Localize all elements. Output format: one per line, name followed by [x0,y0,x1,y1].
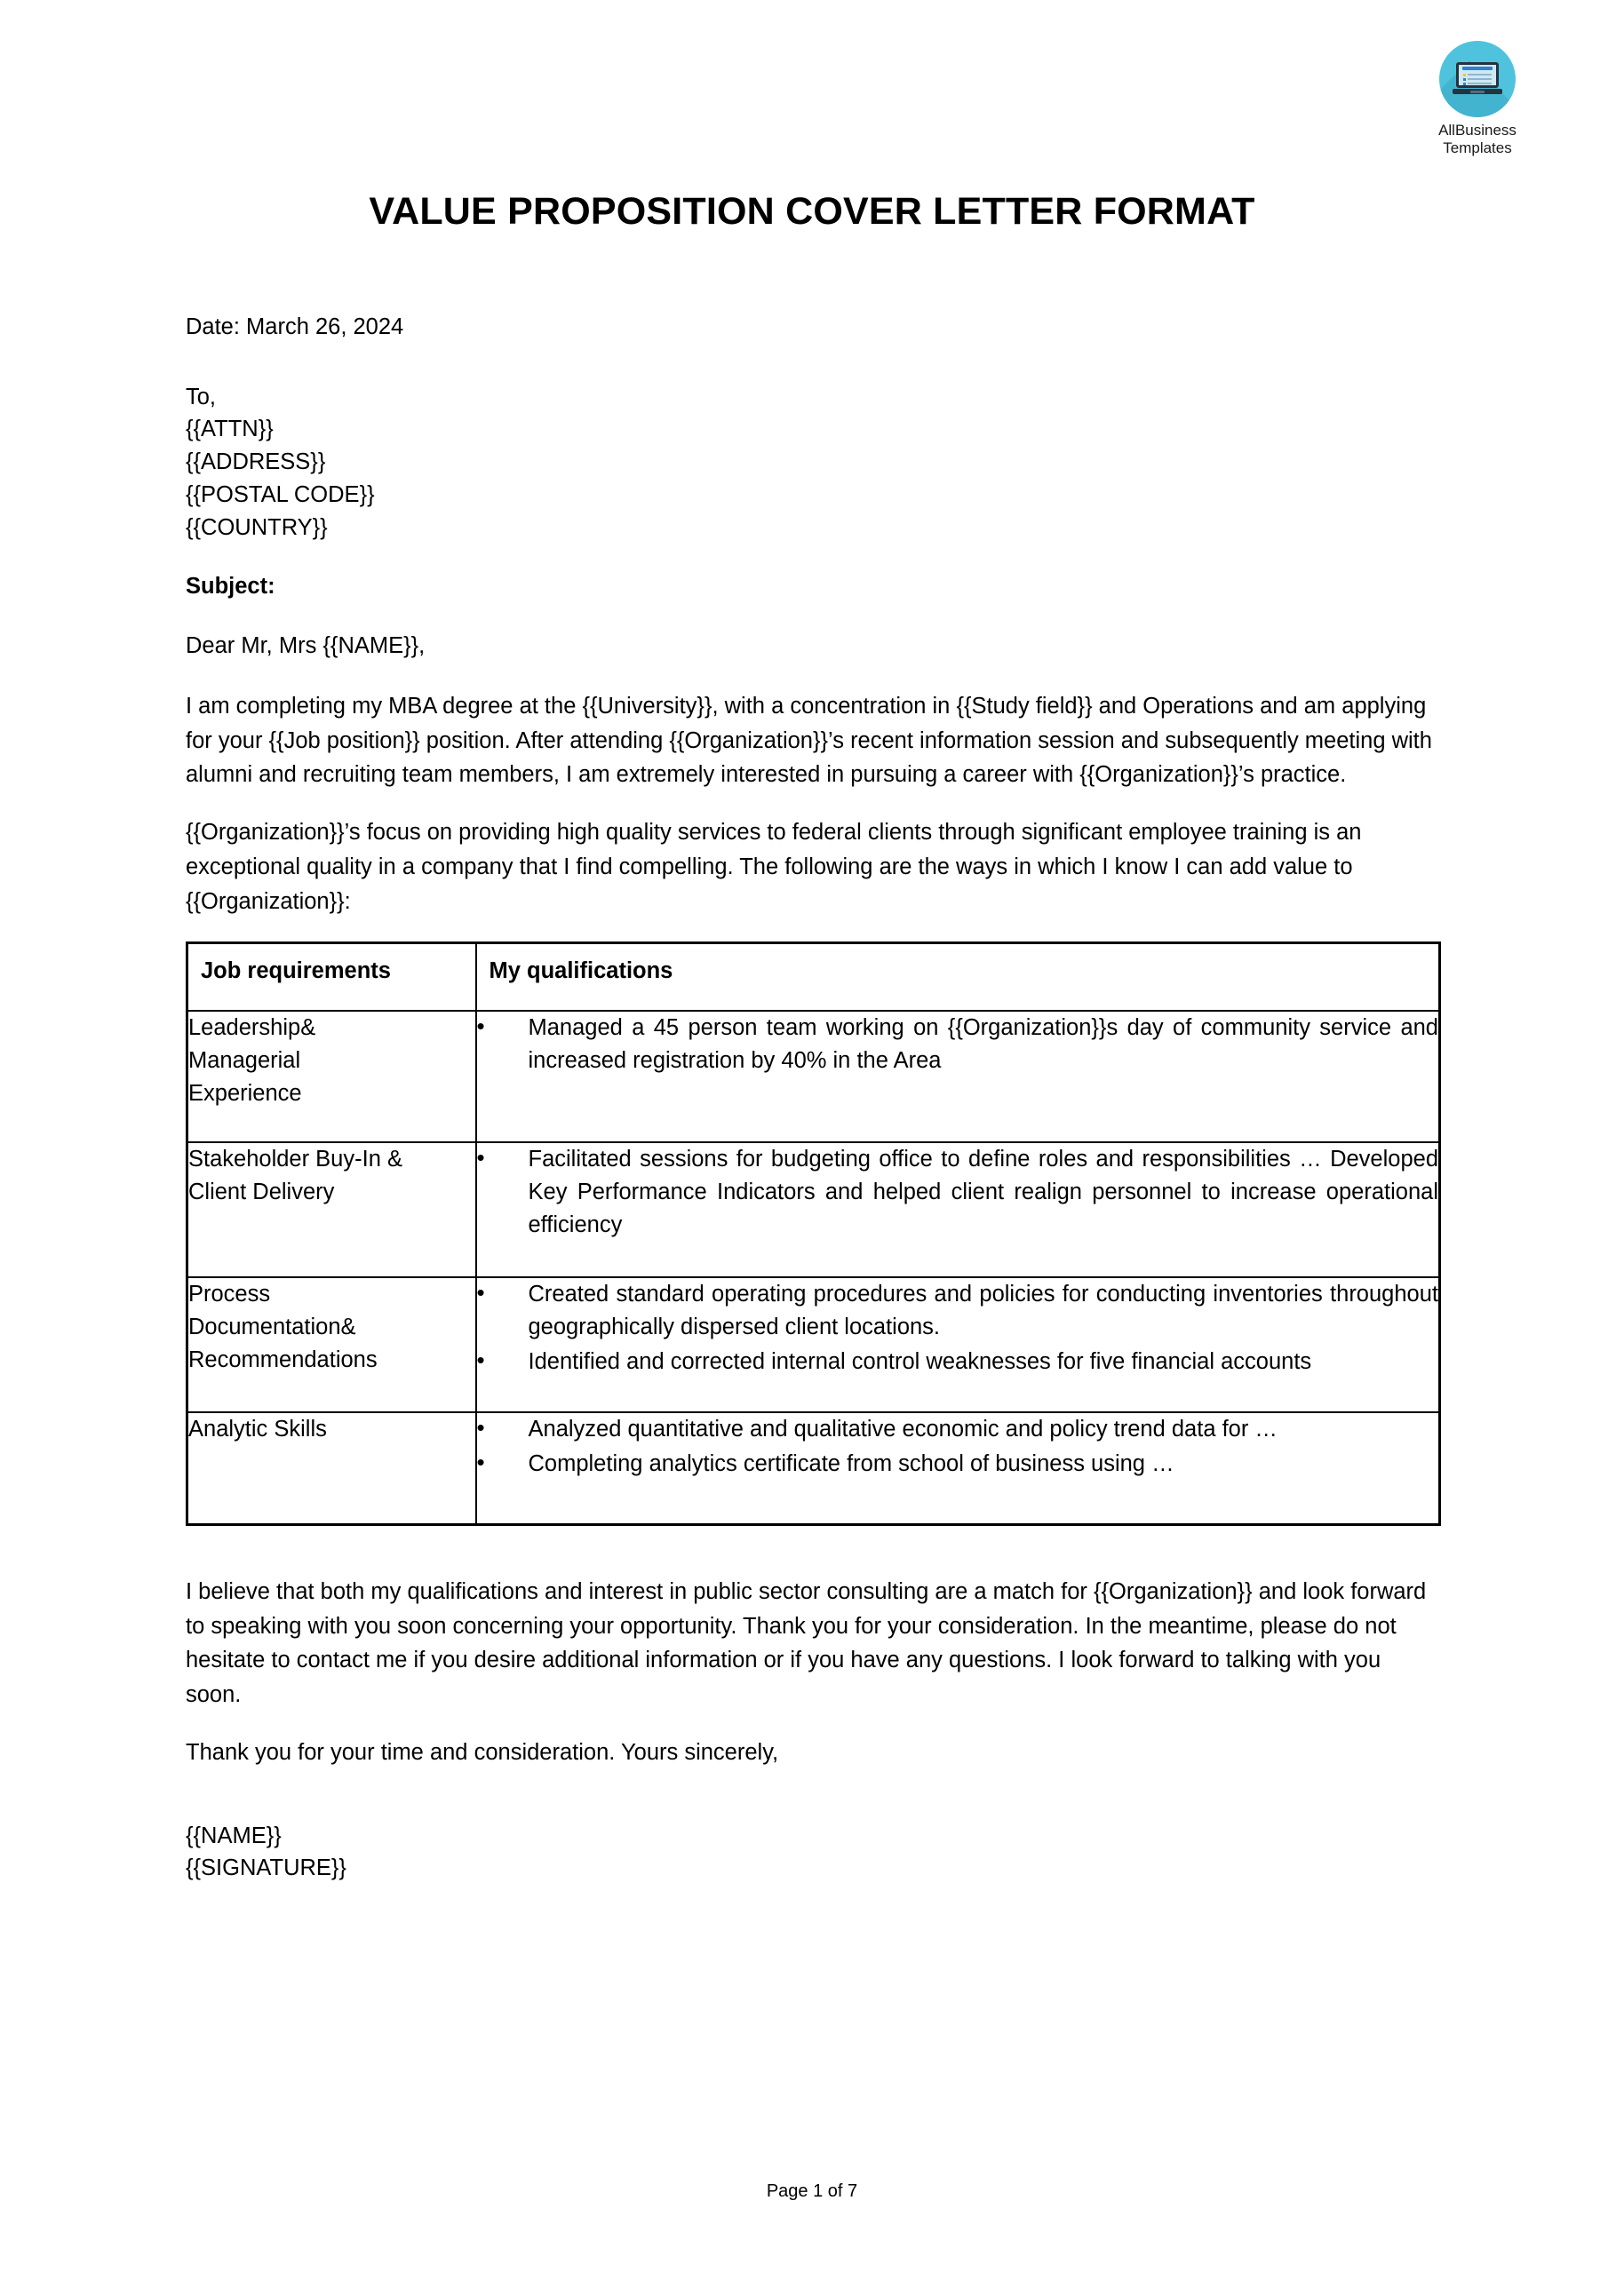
screen-line [1468,78,1492,80]
paragraph-intro: I am completing my MBA degree at the {{University}}, with a concentration in {{Study field}} and Operations and am applying for your {{Job position}} position. After attending {{Organization}}’s recent information session and subsequently meeting with alumni and recruiting team members, I am extremely interested in pursuing a career with {{Organization}}’s practice. [186,693,1432,788]
table-header-my-qualifications [476,943,1440,1012]
spacer [186,603,1440,630]
paragraph-value: {{Organization}}’s focus on providing high quality services to federal clients through significant employee training is an exceptional quality in a company that I find compelling. The following are the ways in which I know I can add value to {{Organization}}: [186,820,1362,914]
screen-line [1468,74,1492,75]
page-title: VALUE PROPOSITION COVER LETTER FORMAT [369,190,1255,233]
table-row [187,1011,1440,1142]
recipient-to: To, [186,384,217,409]
recipient-address: {{ADDRESS}} [186,449,326,475]
requirement-cell [187,1277,476,1412]
screen-header-bar [1462,67,1493,70]
screen-dot [1463,78,1466,81]
table-header-my-qualifications-label: My qualifications [489,958,673,984]
qualification-list [477,1143,1439,1241]
list-item: • Completing analytics certificate from school of business using … [477,1448,1439,1481]
brand-logo [1415,41,1540,158]
list-item: • Managed a 45 person team working on {{Organization}}s day of community service and increased registration by 40% in the Area [477,1012,1439,1076]
page-footer: Page 1 of 7 [766,2181,858,2201]
letter-body [186,311,1440,1885]
requirement-ampersand: & [300,1015,316,1041]
laptop-glyph [1453,62,1502,96]
requirement-line: Analytic Skills [188,1417,327,1442]
signature-placeholder: {{SIGNATURE}} [186,1855,346,1881]
signature-block [186,1820,1440,1885]
recipient-block [186,381,1440,544]
salutation: Dear Mr, Mrs {{NAME}}, [186,633,426,659]
table-row [187,1142,1440,1277]
list-item: • Analyzed quantitative and qualitative economic and policy trend data for … [477,1413,1439,1446]
signature-name: {{NAME}} [186,1823,282,1848]
laptop-icon [1439,41,1516,117]
table-row [187,1277,1440,1412]
list-item: • Created standard operating procedures and policies for conducting inventories throughout geographically dispersed client locations. [477,1278,1439,1343]
requirement-text: Documentation [188,1314,341,1339]
laptop-lid [1456,62,1499,88]
requirement-ampersand: & [340,1314,356,1339]
requirement-text: Leadership [188,1015,301,1041]
spacer [186,663,1440,689]
paragraph-thanks: Thank you for your time and consideration. Yours sincerely, [186,1739,779,1765]
requirement-line: Client Delivery [188,1179,335,1204]
qualification-cell [476,1142,1440,1277]
qualification-cell [476,1277,1440,1412]
table-row [187,1412,1440,1524]
subject-label: Subject: [186,574,275,600]
qualification-list [477,1278,1439,1378]
qualification-cell [476,1011,1440,1142]
qualifications-table [186,941,1441,1526]
requirement-line: Process [188,1282,271,1307]
qualification-list [477,1012,1439,1076]
requirement-cell [187,1142,476,1277]
spacer [186,344,1440,381]
requirement-line: Experience [188,1080,302,1106]
qualification-list [477,1413,1439,1480]
list-item: • Facilitated sessions for budgeting office to define roles and responsibilities … Developed Key Performance Indicators and helped client realign personnel to increase operational efficiency [477,1143,1439,1241]
requirement-cell [187,1011,476,1142]
requirement-line: Recommendations [188,1347,378,1372]
date-line: Date: March 26, 2024 [186,314,404,339]
screen-dot [1463,74,1466,76]
table-header-job-requirements-label: Job requirements [201,958,391,984]
recipient-attn: {{ATTN}} [186,417,274,442]
brand-name [1415,122,1540,158]
requirement-line: Stakeholder Buy-In & [188,1147,402,1172]
requirement-cell [187,1412,476,1524]
requirement-line [188,1012,475,1045]
brand-name-line-2: Templates [1443,139,1512,157]
recipient-country: {{COUNTRY}} [186,514,328,540]
spacer [186,1526,1440,1575]
screen-line [1468,83,1492,84]
requirement-line [188,1311,475,1344]
requirement-line: Managerial [188,1047,301,1073]
paragraph-closing: I believe that both my qualifications and interest in public sector consulting are a match for {{Organization}} and look forward to speaking with you soon concerning your opportunity. Thank you for your consideration. In the meantime, please do not hesitate to contact me if you desire additional information or if you have any questions. I look forward to talking with you soon. [186,1578,1427,1707]
laptop-notch [1470,91,1485,93]
list-item: • Identified and corrected internal control weaknesses for five financial accounts [477,1346,1439,1378]
table-header-job-requirements [187,943,476,1012]
screen-dot [1463,83,1466,85]
qualification-cell [476,1412,1440,1524]
spacer [186,544,1440,570]
brand-name-line-1: AllBusiness [1438,122,1517,139]
recipient-postal-code: {{POSTAL CODE}} [186,481,375,507]
spacer [186,1793,1440,1820]
table-header-row [187,943,1440,1012]
